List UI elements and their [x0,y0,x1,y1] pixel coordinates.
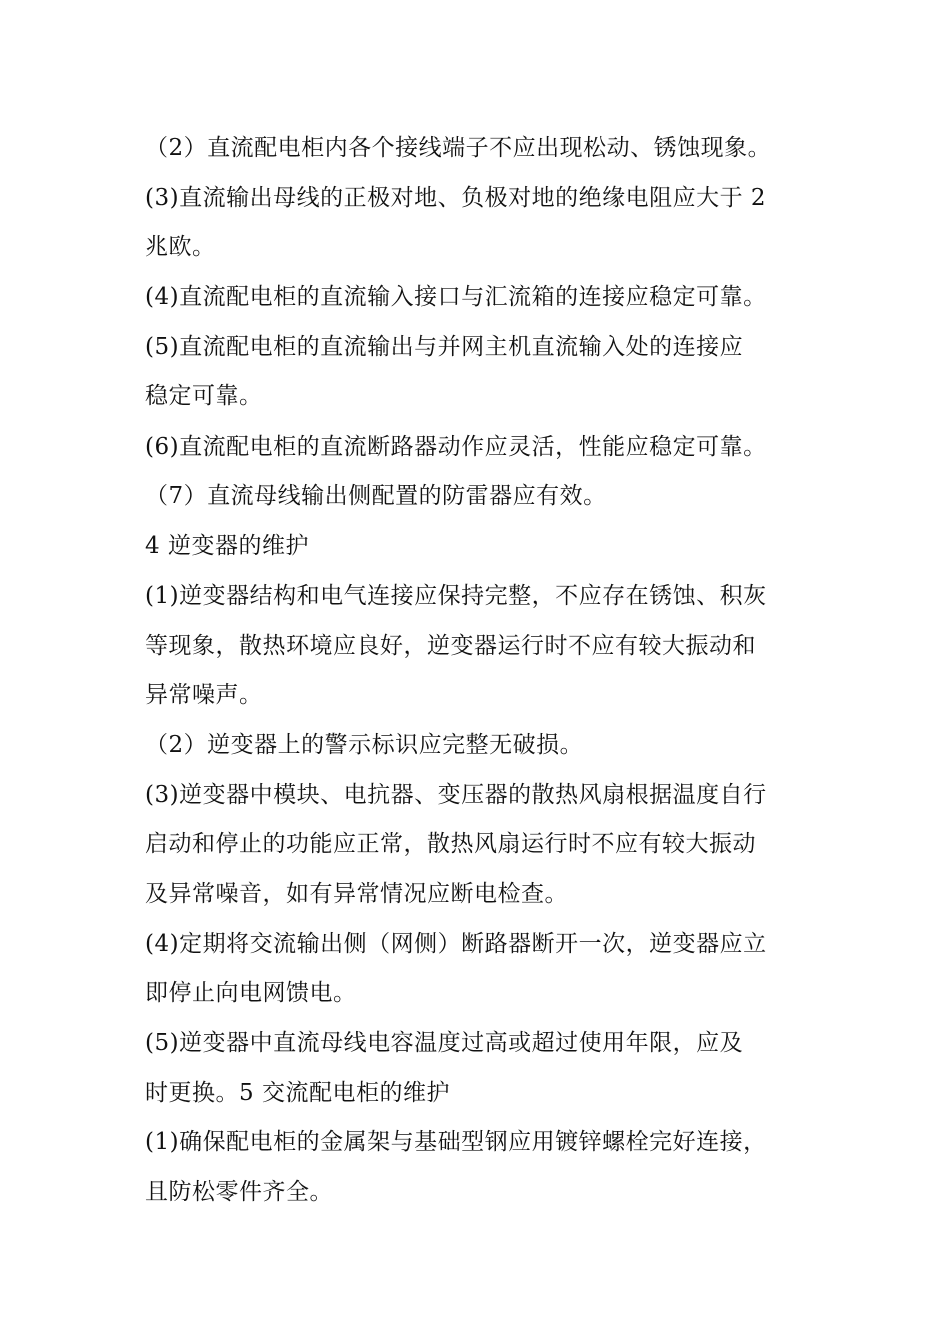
text-line: (6)直流配电柜的直流断路器动作应灵活，性能应稳定可靠。 [145,434,767,460]
text-line: 及异常噪音，如有异常情况应断电检查。 [145,881,568,907]
text-line: 时更换。5 交流配电柜的维护 [145,1080,450,1106]
section-heading: 4 逆变器的维护 [145,533,309,559]
text-line: (5)逆变器中直流母线电容温度过高或超过使用年限，应及 [145,1030,744,1056]
text-line: (1)逆变器结构和电气连接应保持完整，不应存在锈蚀、积灰 [145,583,767,609]
text-line: 启动和停止的功能应正常，散热风扇运行时不应有较大振动 [145,831,756,857]
text-line: （2）直流配电柜内各个接线端子不应出现松动、锈蚀现象。 [145,135,772,161]
text-line: 等现象，散热环境应良好，逆变器运行时不应有较大振动和 [145,633,756,659]
text-line: 且防松零件齐全。 [145,1179,333,1205]
text-line: 稳定可靠。 [145,383,263,409]
text-line: (3)逆变器中模块、电抗器、变压器的散热风扇根据温度自行 [145,782,767,808]
text-line: (4)直流配电柜的直流输入接口与汇流箱的连接应稳定可靠。 [145,284,767,310]
text-line: （7）直流母线输出侧配置的防雷器应有效。 [145,483,607,509]
text-line: 异常噪声。 [145,682,263,708]
text-line: 即停止向电网馈电。 [145,980,357,1006]
text-line: (5)直流配电柜的直流输出与并网主机直流输入处的连接应 [145,334,744,360]
text-line: (1)确保配电柜的金属架与基础型钢应用镀锌螺栓完好连接， [145,1129,767,1155]
text-line: (4)定期将交流输出侧（网侧）断路器断开一次，逆变器应立 [145,931,767,957]
text-line: （2）逆变器上的警示标识应完整无破损。 [145,732,584,758]
text-line: (3)直流输出母线的正极对地、负极对地的绝缘电阻应大于 2 [145,185,767,211]
text-line: 兆欧。 [145,234,216,260]
